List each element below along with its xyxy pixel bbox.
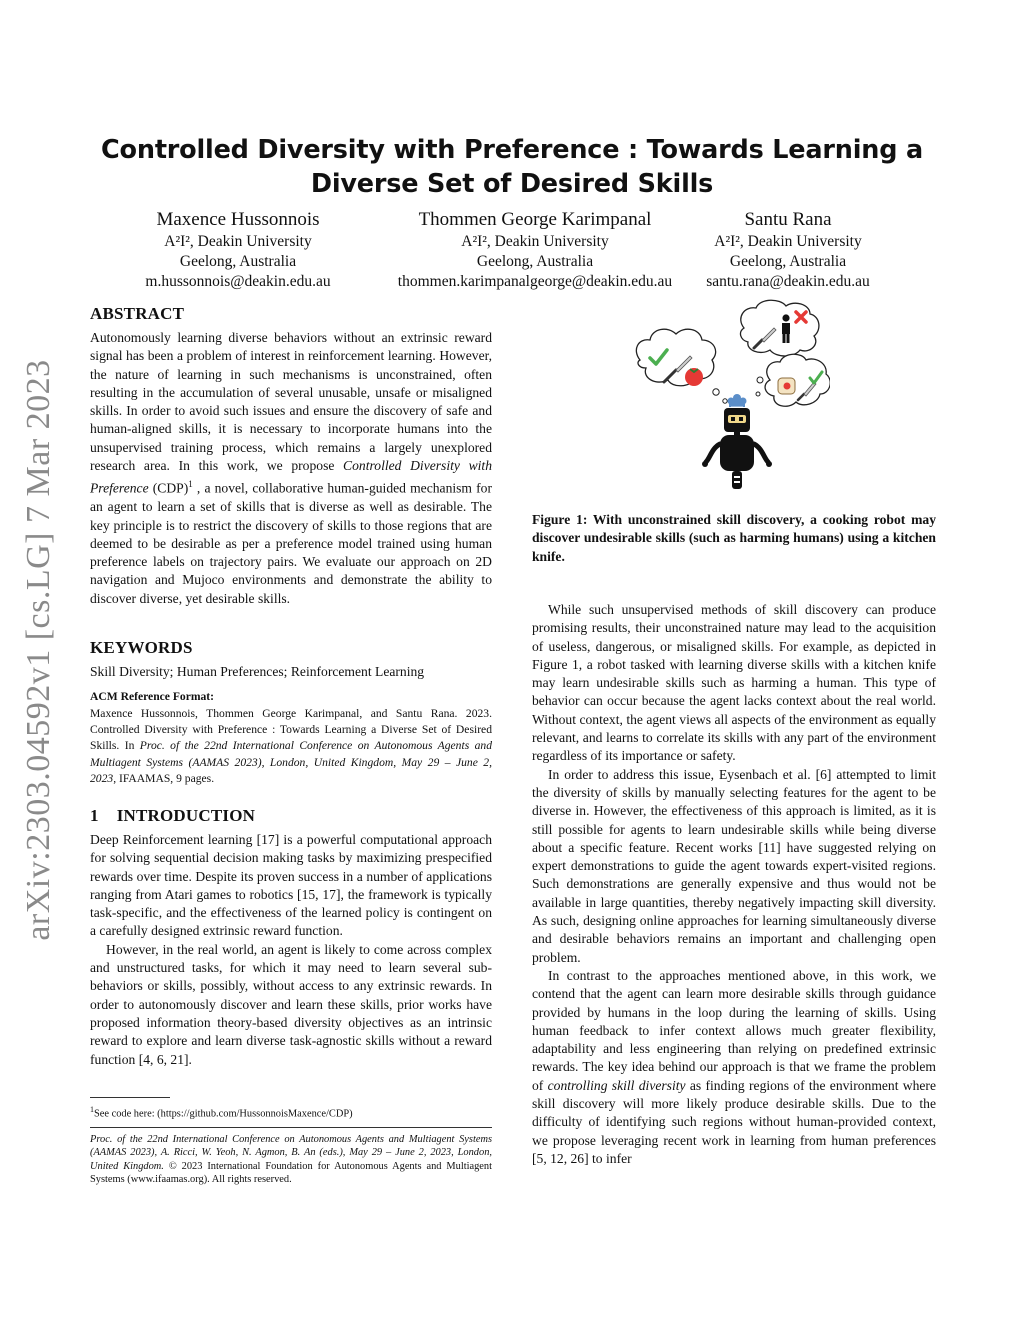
paragraph: However, in the real world, an agent is likely to come across complex and unstructured tasks, for which it may need to learn several sub-behaviors or skills, possibly, without access to any extrinsic rewards. In order to autonomously discover and learn these skills, prior works have proposed information theory-based diversity objectives as an intrinsic reward to explore and learn diverse task-agnostic skills without a reward function [4, 6, 21]. (90, 941, 492, 1067)
abstract-text-part: (CDP) (148, 480, 189, 496)
intro-left-column (90, 831, 492, 1069)
introduction-heading (90, 806, 255, 826)
author-name: Santu Rana (744, 209, 832, 230)
thought-bubble (723, 399, 727, 403)
proceedings-italic: Proc. of the 22nd International Conference on Autonomous Agents and Multiagent Systems (AAMAS 2023), A. Ricci, W. Yeoh, N. Agmon, B. An (eds.), May 29 – June 2, 2023, London, United Kingdom. (90, 1134, 492, 1172)
footnote-mark: 1 (90, 1105, 94, 1114)
figure-1-illustration (630, 298, 830, 498)
robot-icon (702, 394, 772, 489)
proceedings-rule (90, 1127, 492, 1128)
author-email: m.hussonnois@deakin.edu.au (145, 273, 331, 290)
author-name: Maxence Hussonnois (156, 209, 320, 230)
author-affiliation: A²I², Deakin University (461, 233, 609, 250)
acm-text-italic: Proc. of the 22nd International Conference on Autonomous Agents and Multiagent Systems (AAMAS 2023), London, United Kingdom, May 29 – June 2, 2023 (90, 739, 492, 785)
proceedings-plain: © 2023 International Foundation for Autonomous Agents and Multiagent Systems (www.ifaamas.org). All rights reserved. (90, 1160, 492, 1186)
paragraph-part: as finding regions of the environment where skill discovery will more likely produce desirable skills. Due to the difficulty of identifying such regions without human-provided context, we propose leveraging recent work in learning from human preferences [5, 12, 26] to infer (532, 1077, 936, 1166)
acm-text-part: Maxence Hussonnois, Thommen George Karimpanal, and Santu Rana. 2023. Controlled Diversity with Preference : Towards Learning a Diverse Set of Desired Skills. In (90, 707, 492, 753)
thought-bubble (757, 377, 763, 383)
section-title: INTRODUCTION (116, 806, 256, 825)
author-block-1 (118, 208, 358, 292)
author-location: Geelong, Australia (179, 253, 297, 270)
thought-cloud-right (765, 354, 830, 406)
footnote-mark: 1 (188, 479, 193, 490)
author-block-3 (690, 208, 886, 292)
abstract-heading: ABSTRACT (90, 304, 185, 323)
acm-text-part: , IFAAMAS, 9 pages. (113, 771, 215, 785)
footnote (90, 1103, 492, 1121)
thought-bubble (756, 392, 760, 396)
acm-reference-text (90, 706, 492, 787)
figure-1-caption: Figure 1: With unconstrained skill discovery, a cooking robot may discover undesirable skills (such as harming humans) using a kitchen knife. (532, 512, 936, 564)
footnote-rule (90, 1097, 170, 1098)
paragraph-part: In contrast to the approaches mentioned above, in this work, we contend that the agent can learn more desirable skills through guidance provided by humans in the loop during the learning of skills. Using human feedback to infer context allows much greater flexibility, adaptability and less engineering than relying on predefined extrinsic rewards. The key idea behind our approach is that we frame the problem of (532, 967, 936, 1093)
chef-hat-icon (728, 394, 747, 407)
author-location: Geelong, Australia (476, 253, 594, 270)
abstract-text-part: Autonomously learning diverse behaviors without an extrinsic reward signal has been a problem of interest in reinforcement learning. However, the nature of learning in such mechanisms is unconstrained, often resulting in the accumulation of several unusable, unsafe or misaligned skills. In order to avoid such issues and ensure the discovery of safe and human-aligned skills, it is necessary to incorporate humans into the unsupervised training process, which remains a largely unexplored research area. In this work, we propose (90, 330, 492, 474)
paragraph: While such unsupervised methods of skill discovery can produce promising results, their unconstrained nature may lead to the acquisition of useless, dangerous, or misaligned skills. For example, as depicted in Figure 1, a robot tasked with learning diverse skills with a kitchen knife may learn undesirable skills such as harming a human. This type of behavior can occur because the agent lacks context about the real world. Without context, the agent views all aspects of the environment as equally relevant, and learns to correlate its skills with any part of the environment regardless of its importance or safety. (532, 602, 936, 764)
footnote-text: See code here: (https://github.com/HussonnoisMaxence/CDP) (94, 1108, 353, 1120)
bread-icon (778, 378, 795, 394)
intro-right-column (532, 601, 936, 1168)
section-number: 1 (90, 806, 99, 825)
abstract-text (90, 329, 492, 608)
paragraph (532, 967, 936, 1168)
paragraph-italic: controlling skill diversity (547, 1077, 686, 1093)
paragraph: Deep Reinforcement learning [17] is a powerful computational approach for solving sequential decision making tasks by maximizing prespecified rewards over time. Despite its proven success in a number of applications ranging from Atari games to robotics [15, 17], the framework is typically task-specific, and the effectiveness of the learned policy is contingent on a carefully designed extrinsic reward function. (90, 832, 492, 939)
author-affiliation: A²I², Deakin University (714, 233, 862, 250)
author-block-2 (380, 208, 690, 292)
keywords-heading: KEYWORDS (90, 638, 193, 657)
thought-bubble (713, 389, 719, 395)
keywords-text: Skill Diversity; Human Preferences; Reinforcement Learning (90, 664, 425, 679)
author-affiliation: A²I², Deakin University (164, 233, 312, 250)
abstract-text-part: , a novel, collaborative human-guided mechanism for an agent to learn a set of skills that is diverse as well as desirable. The key principle is to restrict the discovery of skills to those regions that are deemed to be desirable as per a preference model trained using human preference labels on trajectory pairs. We evaluate our approach on 2D navigation and Mujoco environments and demonstrate the ability to discover diverse, yet desirable skills. (90, 480, 492, 606)
proceedings-note (90, 1133, 492, 1187)
paper-title: Controlled Diversity with Preference : Towards Learning a Diverse Set of Desired Skills (101, 135, 923, 199)
thought-cloud-top (741, 300, 819, 356)
author-location: Geelong, Australia (729, 253, 847, 270)
paragraph: In order to address this issue, Eysenbach et al. [6] attempted to limit the diversity of skills by manually selecting features for the agent to be diverse in. However, the effectiveness of this approach is limited, as it is still possible for agents to learn undesirable skills while being diverse about a specific feature. Recent works [11] have suggested relying on expert demonstrations to guide the agent towards expert-visited regions. Such demonstrations are generally expensive and thus would not be available in large quantities, thereby negatively impacting skill diversity. As such, designing online approaches for learning simultaneously diverse and desirable behaviors remains an important and challenging open problem. (532, 766, 936, 965)
author-email: santu.rana@deakin.edu.au (706, 273, 870, 290)
tomato-icon (685, 368, 703, 386)
author-name: Thommen George Karimpanal (418, 209, 652, 230)
author-email: thommen.karimpanalgeorge@deakin.edu.au (397, 273, 673, 290)
arxiv-stamp: arXiv:2303.04592v1 [cs.LG] 7 Mar 2023 (20, 359, 57, 941)
abstract-method-name: Controlled Diversity with Preference (90, 458, 492, 496)
thought-cloud-left (636, 329, 715, 386)
acm-reference-heading: ACM Reference Format: (90, 690, 215, 703)
